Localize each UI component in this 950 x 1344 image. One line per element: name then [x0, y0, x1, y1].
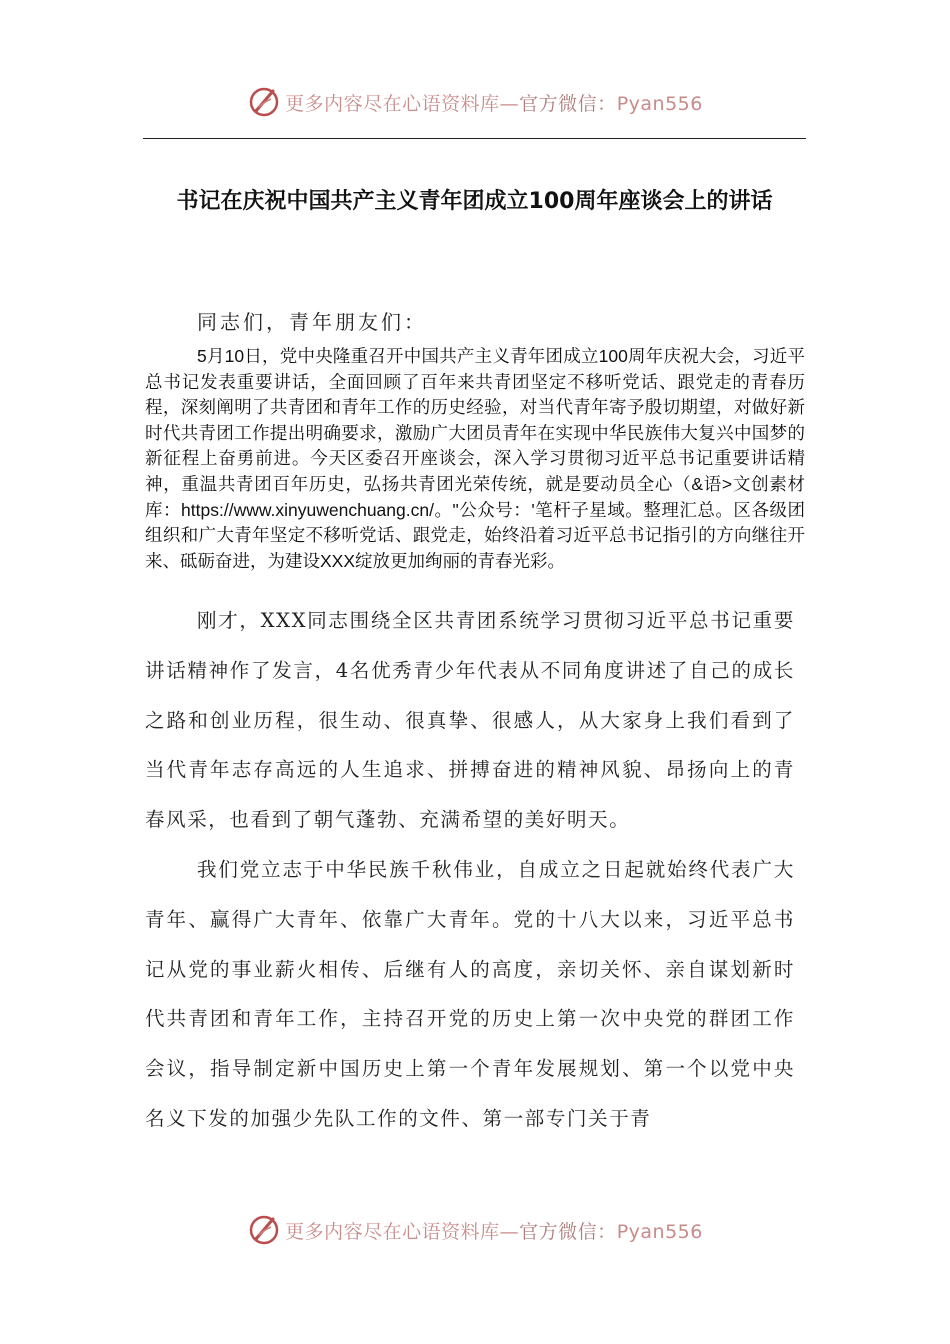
greeting: 同志们，青年朋友们：	[197, 310, 427, 334]
paragraph-1: 刚才，XXX同志围绕全区共青团系统学习贯彻习近平总书记重要讲话精神作了发言，4名优秀青少年代表从不同角度讲述了自己的成长之路和创业历程，很生动、很真挚、很感人，从大家身上我们看到了当代青年志存高远的人生追求、拼搏奋进的精神风貌、昂扬向上的青春风采，也看到了朝气蓬勃、充满希望的美好明天。	[145, 609, 795, 832]
footer-banner	[0, 1210, 950, 1250]
footer-banner-text	[285, 1217, 703, 1244]
paragraph-dense: 5月10日，党中央隆重召开中国共产主义青年团成立100周年庆祝大会，习近平总书记发表重要讲话，全面回顾了百年来共青团坚定不移听党话、跟党走的青春历程，深刻阐明了共青团和青年工作的历史经验，对当代青年寄予殷切期望，对做好新时代共青团工作提出明确要求，激励广大团员青年在实现中华民族伟大复兴中国梦的新征程上奋勇前进。今天区委召开座谈会，深入学习贯彻习近平总书记重要讲话精神，重温共青团百年历史，弘扬共青团光荣传统，就是要动员全心（&语>文创素材库：https://www.xinyuwenchuang.cn/。"公众号：'笔杆子星域。整理汇总。区各级团组织和广大青年坚定不移听党话、跟党走，始终沿着习近平总书记指引的方向继往开来、砥砺奋进，为建设XXX绽放更加绚丽的青春光彩。	[145, 346, 805, 571]
pen-logo-icon	[247, 1213, 281, 1247]
banner-text	[285, 89, 703, 116]
banner-dash: —	[499, 92, 520, 115]
banner-wechat-id: Pyan556	[616, 92, 703, 115]
header-divider	[143, 138, 806, 139]
footer-banner-slogan: 更多内容尽在心语资料库	[285, 1220, 500, 1243]
pen-logo-icon	[247, 85, 281, 119]
paragraph-2: 我们党立志于中华民族千秋伟业，自成立之日起就始终代表广大青年、赢得广大青年、依靠广大青年。党的十八大以来，习近平总书记从党的事业薪火相传、后继有人的高度，亲切关怀、亲自谋划新时代共青团和青年工作，主持召开党的历史上第一次中央党的群团工作会议，指导制定新中国历史上第一个青年发展规划、第一个以党中央名义下发的加强少先队工作的文件、第一部专门关于青	[145, 858, 795, 1130]
footer-banner-wechat-id: Pyan556	[616, 1220, 703, 1243]
document-title: 书记在庆祝中国共产主义青年团成立100周年座谈会上的讲话	[176, 189, 773, 214]
footer-banner-official-label: 官方微信：	[519, 1220, 617, 1243]
header-banner	[0, 82, 950, 122]
banner-slogan: 更多内容尽在心语资料库	[285, 92, 500, 115]
footer-banner-dash: —	[499, 1220, 520, 1243]
banner-official-label: 官方微信：	[519, 92, 617, 115]
